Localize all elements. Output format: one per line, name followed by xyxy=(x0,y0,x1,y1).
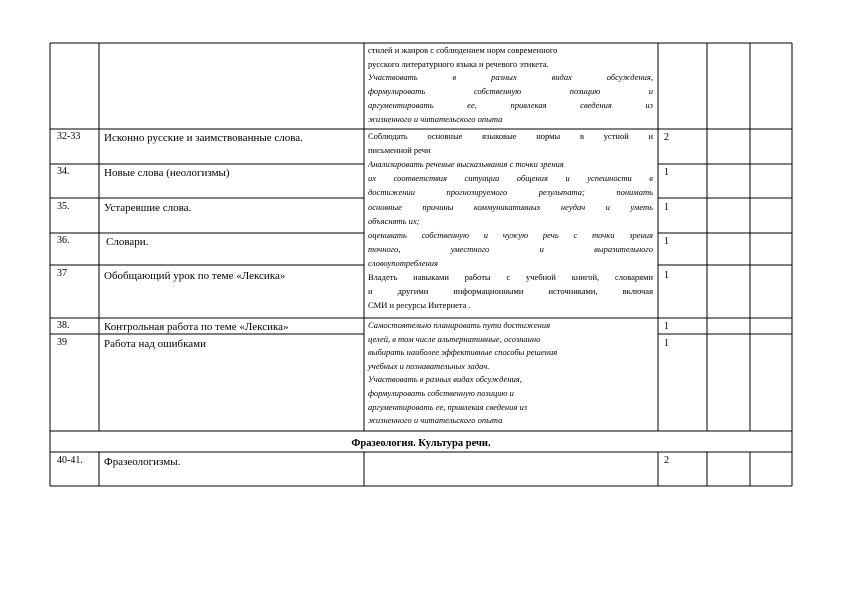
lesson-hours-34: 1 xyxy=(664,167,669,178)
lesson-hours-32-33: 2 xyxy=(664,132,669,143)
lesson-number-38: 38. xyxy=(57,320,70,331)
activity-line: жизненного и читательского опыта xyxy=(368,113,503,124)
section-heading: Фразеология. Культура речи. xyxy=(351,438,491,449)
activity-line: их соответствия ситуации общения и успешности в xyxy=(368,173,653,184)
lesson-number-37: 37 xyxy=(57,268,67,279)
activity-line: аргументировать ее, привлекая сведения из xyxy=(368,401,528,412)
lesson-hours-37: 1 xyxy=(664,270,669,281)
lesson-number-35: 35. xyxy=(57,201,70,212)
lesson-hours-39: 1 xyxy=(664,338,669,349)
lesson-hours-38: 1 xyxy=(664,321,669,332)
activity-line: Участвовать в разных видах обсуждения, xyxy=(368,72,653,83)
activity-line: точного, уместного и выразительного xyxy=(368,243,653,254)
activity-line: объяснять их; xyxy=(368,215,420,226)
lesson-hours-35: 1 xyxy=(664,202,669,213)
activity-line: СМИ и ресурсы Интернета . xyxy=(368,300,471,311)
lesson-topic-32-33: Исконно русские и заимствованные слова. xyxy=(104,132,303,144)
lesson-topic-37: Обобщающий урок по теме «Лексика» xyxy=(104,270,286,282)
lesson-topic-35: Устаревшие слова. xyxy=(104,202,192,214)
activity-line: оценивать собственную и чужую речь с точки зрения xyxy=(368,229,653,240)
activity-line: Соблюдать основные языковые нормы в устной и xyxy=(368,131,653,141)
activity-line: учебных и познавательных задач. xyxy=(368,360,490,371)
activity-line: основные причины коммуникативных неудач и уметь xyxy=(368,201,653,212)
activity-line: Участвовать в разных видах обсуждения, xyxy=(368,374,522,385)
lesson-number-32-33: 32-33 xyxy=(57,131,81,142)
lesson-topic-34: Новые слова (неологизмы) xyxy=(104,167,230,179)
activity-line: формулировать собственную позицию и xyxy=(368,388,514,398)
activity-line: и другими информационными источниками, включая xyxy=(368,286,653,297)
activity-line: русского литературного языка и речевого этикета. xyxy=(368,58,549,69)
lesson-hours-40-41: 2 xyxy=(664,455,669,466)
activity-line: Анализировать речевые высказывания с точки зрения xyxy=(368,159,564,170)
lesson-topic-39: Работа над ошибками xyxy=(104,338,207,350)
activity-line: целей, в том числе альтернативные, осознанно xyxy=(368,333,541,344)
lesson-number-34: 34. xyxy=(57,166,70,177)
activity-line: формулировать собственную позицию и xyxy=(368,86,653,97)
lesson-number-36: 36. xyxy=(57,235,70,246)
lesson-topic-36: Словари. xyxy=(106,236,149,248)
lesson-topic-40-41: Фразеологизмы. xyxy=(104,456,181,468)
activity-line: достижении прогнозируемого результата; понимать xyxy=(368,187,653,198)
activity-line: аргументировать ее, привлекая сведения из xyxy=(368,99,653,110)
activity-line: жизненного и читательского опыта xyxy=(368,415,503,426)
activity-line: Владеть навыками работы с учебной книгой, словарями xyxy=(368,272,653,282)
activity-line: стилей и жанров с соблюдением норм современного xyxy=(368,45,558,55)
activity-line: выбирать наиболее эффективные способы решения xyxy=(368,347,558,358)
activity-line: словоупотребления xyxy=(368,257,438,268)
lesson-number-40-41: 40-41. xyxy=(57,455,83,466)
lesson-number-39: 39 xyxy=(57,337,67,348)
lesson-hours-36: 1 xyxy=(664,236,669,247)
lesson-topic-38: Контрольная работа по теме «Лексика» xyxy=(104,321,289,333)
activity-line: письменной речи xyxy=(368,145,431,156)
activity-line: Самостоятельно планировать пути достижения xyxy=(368,320,551,330)
